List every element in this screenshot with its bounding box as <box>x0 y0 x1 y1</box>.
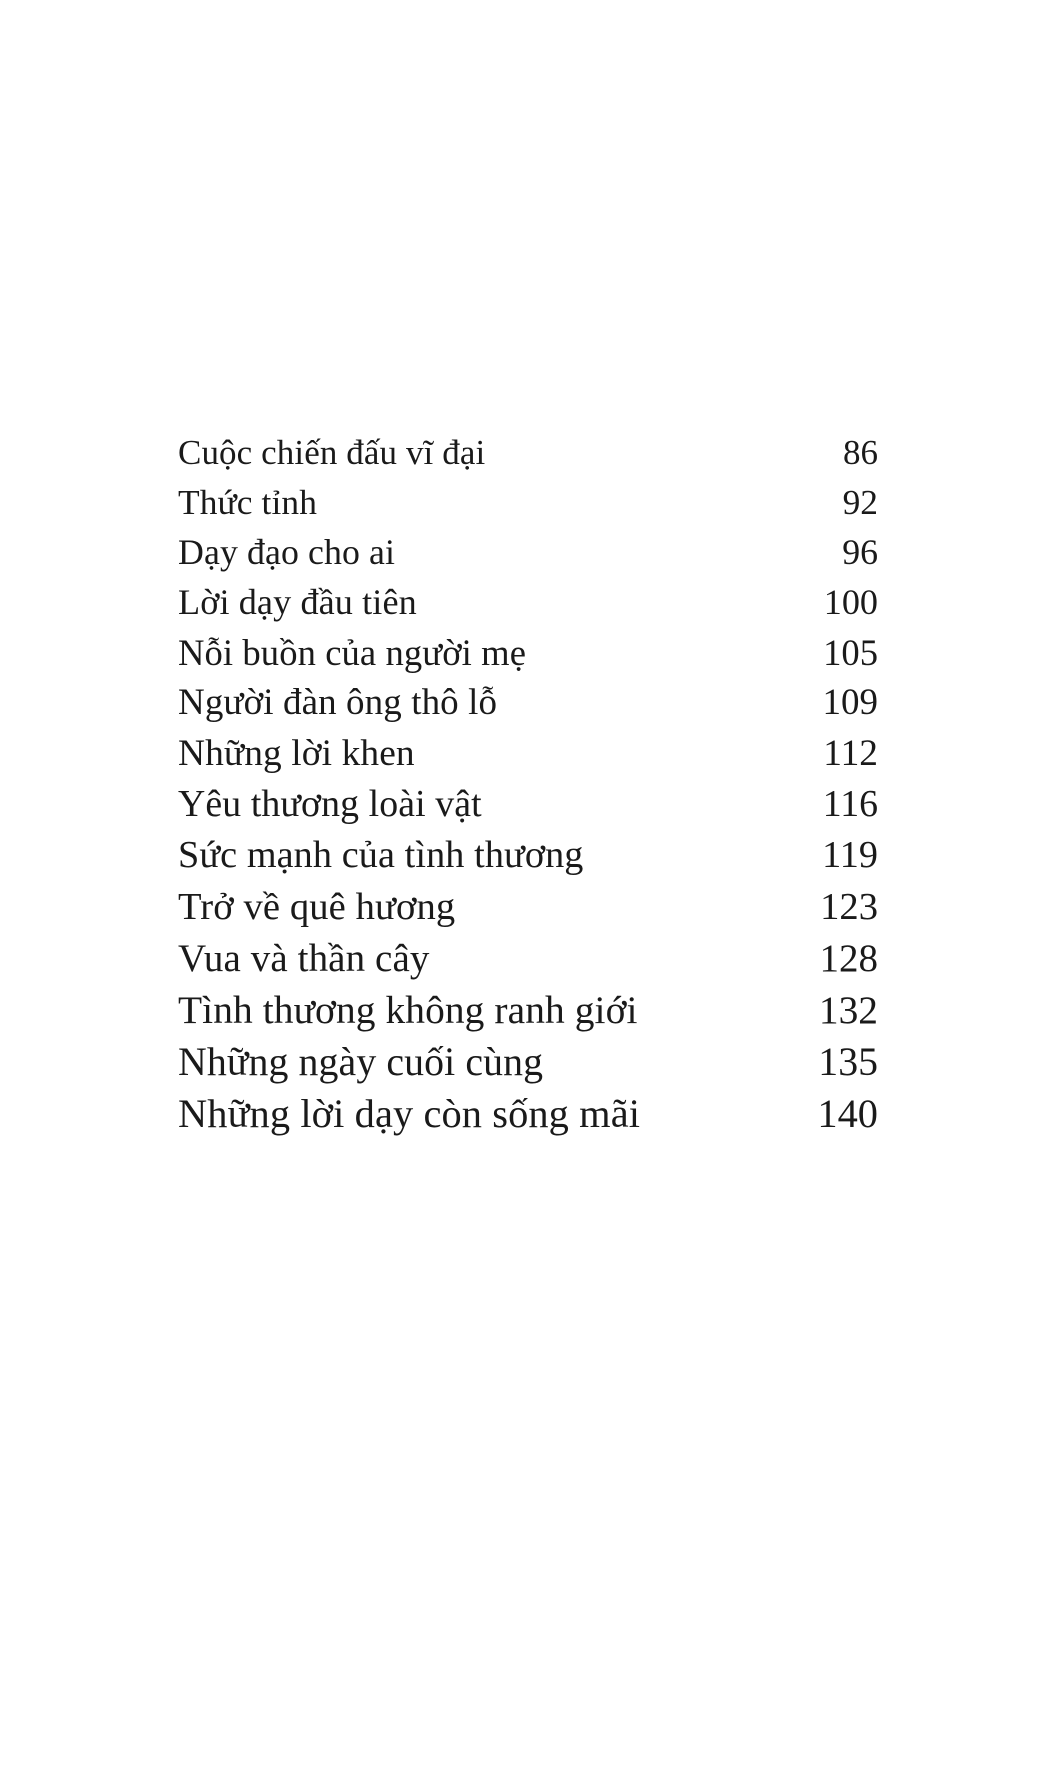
toc-entry-page-number: 140 <box>817 1091 878 1137</box>
toc-entry-title: Người đàn ông thô lỗ <box>178 682 498 723</box>
toc-entry[interactable] <box>178 428 878 478</box>
toc-entry[interactable] <box>178 1036 878 1088</box>
toc-entry-page-number: 105 <box>823 631 878 673</box>
toc-entry-title: Lời dạy đầu tiên <box>178 582 417 623</box>
toc-entry-page-number: 92 <box>842 481 878 522</box>
toc-entry[interactable] <box>178 830 878 881</box>
toc-entry-page-number: 96 <box>842 532 878 573</box>
toc-entry[interactable] <box>178 933 878 985</box>
toc-entry[interactable] <box>178 985 878 1037</box>
toc-entry-title: Sức mạnh của tình thương <box>178 834 584 877</box>
toc-entry-page-number: 112 <box>823 732 878 774</box>
toc-entry[interactable] <box>178 882 878 933</box>
toc-entry-page-number: 135 <box>818 1040 878 1085</box>
toc-entry-title: Thức tỉnh <box>178 481 318 522</box>
toc-entry-page-number: 100 <box>823 582 878 623</box>
toc-entry[interactable] <box>178 678 878 729</box>
toc-entry[interactable] <box>178 779 878 830</box>
toc-entry-title: Cuộc chiến đấu vĩ đại <box>178 433 486 472</box>
toc-entry-title: Nỗi buồn của người mẹ <box>178 631 527 673</box>
toc-entry-title: Yêu thương loài vật <box>178 783 482 826</box>
toc-entry-title: Những ngày cuối cùng <box>178 1040 544 1085</box>
toc-entry-title: Dạy đạo cho ai <box>178 532 396 573</box>
toc-entry-page-number: 116 <box>822 783 878 826</box>
toc-entry-title: Những lời dạy còn sống mãi <box>178 1091 641 1137</box>
toc-entry-page-number: 123 <box>820 885 878 928</box>
toc-entry[interactable] <box>178 729 878 780</box>
toc-entry-title: Những lời khen <box>178 732 415 774</box>
toc-entry-title: Vua và thần cây <box>178 937 430 980</box>
toc-entry-page-number: 119 <box>822 834 878 877</box>
toc-entry[interactable] <box>178 527 878 577</box>
toc-entry[interactable] <box>178 1088 878 1140</box>
toc-entry[interactable] <box>178 577 878 627</box>
toc-entry-title: Tình thương không ranh giới <box>178 987 638 1032</box>
toc-entry-title: Trở về quê hương <box>178 885 456 928</box>
toc-entry[interactable] <box>178 478 878 528</box>
toc-entry-page-number: 86 <box>843 433 878 472</box>
toc-entry[interactable] <box>178 628 878 678</box>
toc-entry-page-number: 128 <box>819 937 878 980</box>
toc-entry-page-number: 109 <box>822 682 878 723</box>
toc-entry-page-number: 132 <box>818 987 878 1032</box>
table-of-contents <box>178 428 878 1141</box>
